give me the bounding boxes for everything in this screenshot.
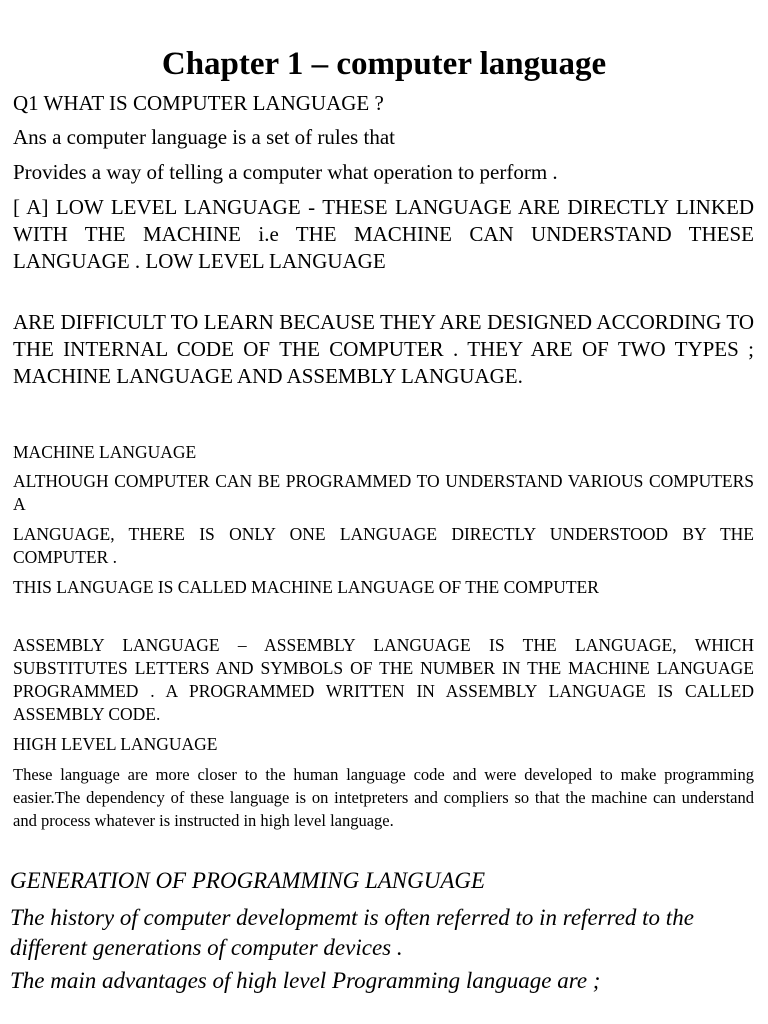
answer-line-1: Ans a computer language is a set of rules that	[13, 125, 395, 149]
machine-language-paragraph-1: ALTHOUGH COMPUTER CAN BE PROGRAMMED TO UNDERSTAND VARIOUS COMPUTERS A	[13, 471, 754, 514]
page-title: Chapter 1 – computer language	[161, 46, 607, 82]
advantages-line: The main advantages of high level Programming language are ;	[10, 968, 601, 993]
low-level-language-paragraph: [ A] LOW LEVEL LANGUAGE - THESE LANGUAGE ARE DIRECTLY LINKED WITH THE MACHINE i.e THE MACHINE CAN UNDERSTAND THESE LANGUAGE . LOW LEVEL LANGUAGE	[13, 195, 754, 273]
question-1: Q1 WHAT IS COMPUTER LANGUAGE ?	[13, 91, 384, 115]
history-paragraph: The history of computer developmemt is often referred to in referred to the different generations of computer devices .	[10, 905, 694, 960]
machine-language-paragraph-3: THIS LANGUAGE IS CALLED MACHINE LANGUAGE OF THE COMPUTER	[13, 577, 599, 597]
answer-line-2: Provides a way of telling a computer what operation to perform .	[13, 160, 558, 184]
generation-heading: GENERATION OF PROGRAMMING LANGUAGE	[10, 868, 486, 893]
high-level-language-heading: HIGH LEVEL LANGUAGE	[13, 734, 218, 754]
high-level-language-paragraph: These language are more closer to the human language code and were developed to make programming easier.The dependency of these language is on intetpreters and compliers so that the machine can understand and process whatever is instructed in high level language.	[13, 765, 754, 830]
machine-language-paragraph-2: LANGUAGE, THERE IS ONLY ONE LANGUAGE DIRECTLY UNDERSTOOD BY THE COMPUTER .	[13, 524, 754, 567]
difficult-to-learn-paragraph: ARE DIFFICULT TO LEARN BECAUSE THEY ARE DESIGNED ACCORDING TO THE INTERNAL CODE OF THE COMPUTER . THEY ARE OF TWO TYPES ; MACHINE LANGUAGE AND ASSEMBLY LANGUAGE.	[13, 310, 754, 388]
machine-language-heading: MACHINE LANGUAGE	[13, 442, 197, 462]
assembly-language-paragraph: ASSEMBLY LANGUAGE – ASSEMBLY LANGUAGE IS THE LANGUAGE, WHICH SUBSTITUTES LETTERS AND SYMBOLS OF THE NUMBER IN THE MACHINE LANGUAGE PROGRAMMED . A PROGRAMMED WRITTEN IN ASSEMBLY LANGUAGE IS CALLED ASSEMBLY CODE.	[13, 635, 754, 724]
